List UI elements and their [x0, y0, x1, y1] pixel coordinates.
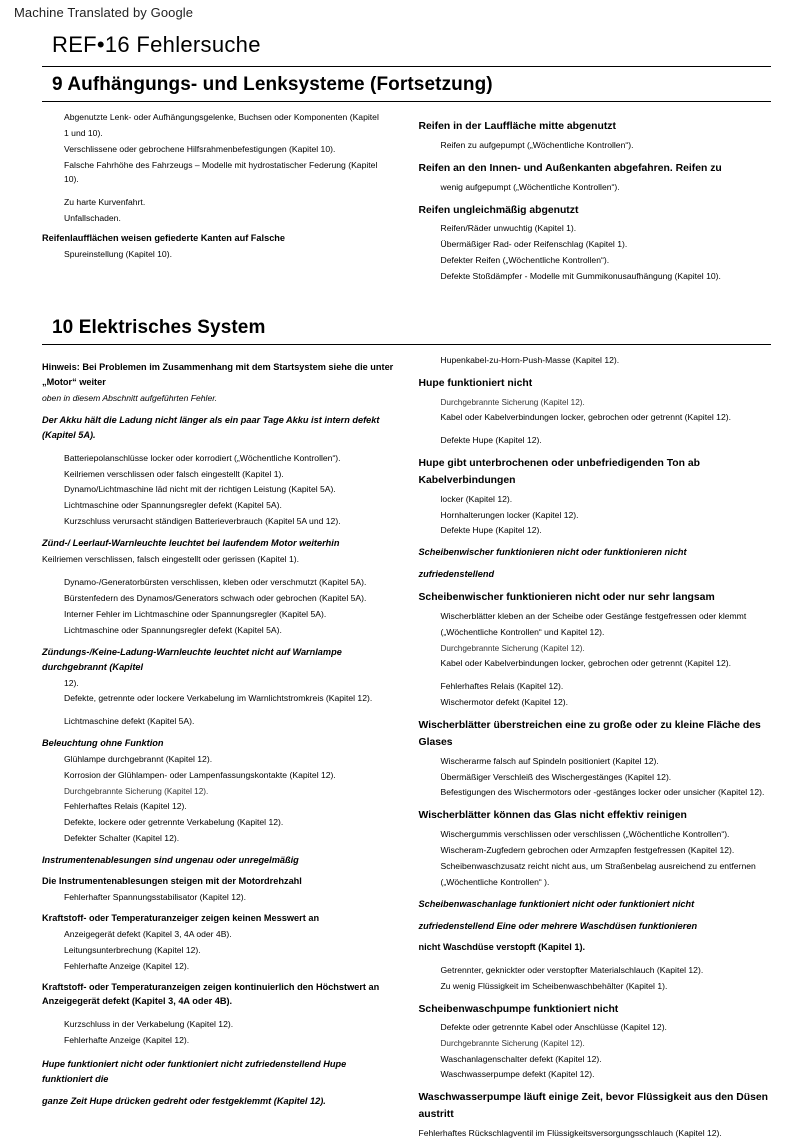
fault-entry: Kurzschluss verursacht ständigen Batterieverbrauch (Kapitel 5A und 12).: [64, 516, 341, 527]
fault-entry: Hupenkabel-zu-Horn-Push-Masse (Kapitel 12).: [440, 355, 620, 366]
fault-entry: Scheibenwaschanlage funktioniert nicht oder funktioniert nicht: [418, 898, 695, 909]
fault-entry: Reifen in der Lauffläche mitte abgenutzt: [418, 121, 616, 132]
fault-entry: Durchgebrannte Sicherung (Kapitel 12).: [440, 397, 585, 407]
fault-entry: Scheibenwaschzusatz reicht nicht aus, um Straßenbelag ausreichend zu entfernen: [440, 861, 756, 872]
fault-entry: Leitungsunterbrechung (Kapitel 12).: [64, 944, 201, 955]
fault-entry: Reifen/Räder unwuchtig (Kapitel 1).: [440, 223, 577, 234]
fault-entry: Zündungs-/Keine-Ladung-Warnleuchte leuchtet nicht auf Warnlampe durchgebrannt (Kapitel: [42, 646, 342, 672]
fault-entry: („Wöchentliche Kontrollen“ ).: [440, 877, 550, 888]
machine-translation-banner: Machine Translated by Google: [14, 5, 194, 20]
fault-entry: Kurzschluss in der Verkabelung (Kapitel 12).: [64, 1019, 234, 1030]
section-10-right-column: [419, 354, 772, 1143]
fault-entry: Beleuchtung ohne Funktion: [42, 738, 164, 749]
section-9-divider: [42, 101, 771, 102]
fault-entry: Hupe funktioniert nicht oder funktioniert nicht zufriedenstellend Hupe funktioniert die: [42, 1059, 347, 1085]
fault-entry: Übermäßiger Verschleiß des Wischergestänges (Kapitel 12).: [440, 771, 672, 782]
fault-entry: Dynamo-/Generatorbürsten verschlissen, kleben oder verschmutzt (Kapitel 5A).: [64, 577, 367, 588]
document-content: [0, 32, 793, 1143]
fault-entry: Durchgebrannte Sicherung (Kapitel 12).: [440, 643, 585, 653]
section-10-columns: [42, 354, 771, 1143]
fault-entry: Defekte Hupe (Kapitel 12).: [440, 435, 542, 446]
fault-entry: Wischermotor defekt (Kapitel 12).: [440, 697, 569, 708]
fault-entry: Reifen ungleichmäßig abgenutzt: [418, 204, 579, 216]
section-9-title: 9 Aufhängungs- und Lenksysteme (Fortsetzung): [52, 74, 493, 95]
fault-entry: Hornhalterungen locker (Kapitel 12).: [440, 509, 579, 520]
header-divider: [42, 66, 771, 67]
fault-entry: Bürstenfedern des Dynamos/Generators schwach oder gebrochen (Kapitel 5A).: [64, 592, 367, 603]
fault-entry: Durchgebrannte Sicherung (Kapitel 12).: [440, 1039, 585, 1049]
fault-entry: Waschanlagenschalter defekt (Kapitel 12).: [440, 1053, 602, 1064]
fault-entry: Übermäßiger Rad- oder Reifenschlag (Kapitel 1).: [440, 239, 628, 250]
fault-entry: Keilriemen verschlissen oder falsch eingestellt (Kapitel 1).: [64, 468, 284, 479]
fault-entry: Fehlerhafter Spannungsstabilisator (Kapitel 12).: [64, 891, 247, 902]
fault-entry: Dynamo/Lichtmaschine läd nicht mit der richtigen Leistung (Kapitel 5A).: [64, 484, 336, 495]
fault-entry: locker (Kapitel 12).: [440, 493, 513, 504]
fault-entry: Hinweis: Bei Problemen im Zusammenhang mit dem Startsystem siehe die unter „Motor“ weiter: [42, 362, 394, 387]
fault-entry: Lichtmaschine oder Spannungsregler defekt (Kapitel 5A).: [64, 500, 282, 511]
fault-entry: Interner Fehler im Lichtmaschine oder Spannungsregler (Kapitel 5A).: [64, 608, 327, 619]
fault-entry: Keilriemen verschlissen, falsch eingestellt oder gerissen (Kapitel 1).: [42, 554, 299, 565]
fault-entry: Kraftstoff- oder Temperaturanzeigen zeigen kontinuierlich den Höchstwert an Anzeigegerät defekt (Kapitel 3, 4A oder 4B).: [42, 981, 380, 1007]
fault-entry: Fehlerhafte Anzeige (Kapitel 12).: [64, 1035, 190, 1046]
fault-entry: zufriedenstellend Eine oder mehrere Waschdüsen funktionieren: [418, 920, 698, 931]
fault-entry: Wischergummis verschlissen oder verschlissen („Wöchentliche Kontrollen“).: [440, 829, 730, 840]
fault-entry: Fehlerhaftes Relais (Kapitel 12).: [64, 801, 187, 812]
fault-entry: Zu harte Kurvenfahrt.: [64, 196, 146, 207]
fault-entry: Die Instrumentenablesungen steigen mit der Motordrehzahl: [42, 876, 302, 887]
fault-entry: Lichtmaschine defekt (Kapitel 5A).: [64, 716, 195, 727]
fault-entry: Batteriepolanschlüsse locker oder korrodiert („Wöchentliche Kontrollen“).: [64, 452, 341, 463]
section-10-divider: [42, 344, 771, 345]
fault-entry: Kabel oder Kabelverbindungen locker, gebrochen oder getrennt (Kapitel 12).: [440, 658, 731, 669]
fault-entry: Waschwasserpumpe defekt (Kapitel 12).: [440, 1069, 595, 1080]
page-header-reference: REF•16 Fehlersuche: [52, 32, 261, 57]
fault-entry: Wischeram-Zugfedern gebrochen oder Armzapfen festgefressen (Kapitel 12).: [440, 845, 735, 856]
fault-entry: Wischerarme falsch auf Spindeln positioniert (Kapitel 12).: [440, 755, 659, 766]
fault-entry: Defekter Reifen („Wöchentliche Kontrollen“).: [440, 255, 610, 266]
fault-entry: oben in diesem Abschnitt aufgeführten Fehler.: [42, 392, 218, 403]
fault-entry: Instrumentenablesungen sind ungenau oder unregelmäßig: [42, 855, 299, 866]
fault-entry: Befestigungen des Wischermotors oder -gestänges locker oder unsicher (Kapitel 12).: [440, 787, 765, 798]
section-10-title: 10 Elektrisches System: [52, 317, 266, 339]
fault-entry: Defekte Stoßdämpfer - Modelle mit Gummikonusaufhängung (Kapitel 10).: [440, 271, 721, 282]
fault-entry: Zünd-/ Leerlauf-Warnleuchte leuchtet bei laufendem Motor weiterhin: [42, 538, 340, 549]
fault-entry: wenig aufgepumpt („Wöchentliche Kontrollen“).: [440, 181, 620, 192]
section-9-right-column: [419, 111, 772, 286]
fault-entry: Durchgebrannte Sicherung (Kapitel 12).: [64, 787, 209, 797]
fault-entry: Reifen zu aufgepumpt („Wöchentliche Kontrollen“).: [440, 139, 634, 150]
fault-entry: Scheibenwischer funktionieren nicht oder funktionieren nicht: [418, 547, 687, 558]
fault-entry: Wischerblätter können das Glas nicht effektiv reinigen: [418, 810, 687, 822]
section-10-left-column: [42, 354, 395, 1143]
fault-entry: Kraftstoff- oder Temperaturanzeiger zeigen keinen Messwert an: [42, 912, 320, 923]
fault-entry: Scheibenwaschpumpe funktioniert nicht: [418, 1003, 619, 1015]
fault-entry: Wischerblätter kleben an der Scheibe oder Gestänge festgefressen oder klemmt: [440, 611, 747, 622]
fault-entry: Der Akku hält die Ladung nicht länger als ein paar Tage Akku ist intern defekt (Kapitel 5A).: [42, 414, 380, 440]
fault-entry: Falsche Fahrhöhe des Fahrzeugs – Modelle mit hydrostatischer Federung (Kapitel 10).: [64, 159, 378, 184]
fault-entry: Reifenlaufflächen weisen gefiederte Kanten auf Falsche: [42, 233, 286, 244]
fault-entry: ganze Zeit Hupe drücken gedreht oder festgeklemmt (Kapitel 12).: [42, 1095, 326, 1106]
fault-entry: Scheibenwischer funktionieren nicht oder nur sehr langsam: [418, 592, 715, 604]
fault-entry: Fehlerhafte Anzeige (Kapitel 12).: [64, 960, 190, 971]
fault-entry: 1 und 10).: [64, 127, 103, 138]
fault-entry: Reifen an den Innen- und Außenkanten abgefahren. Reifen zu: [418, 162, 722, 174]
fault-entry: Fehlerhaftes Rückschlagventil im Flüssigkeitsversorgungsschlauch (Kapitel 12).: [418, 1128, 722, 1139]
fault-entry: Abgenutzte Lenk- oder Aufhängungsgelenke, Buchsen oder Komponenten (Kapitel: [64, 112, 379, 122]
fault-entry: Korrosion der Glühlampen- oder Lampenfassungskontakte (Kapitel 12).: [64, 770, 336, 781]
fault-entry: Getrennter, geknickter oder verstopfter Materialschlauch (Kapitel 12).: [440, 964, 704, 975]
fault-entry: Wischerblätter überstreichen eine zu große oder zu kleine Fläche des Glases: [418, 719, 761, 748]
fault-entry: Hupe funktioniert nicht: [418, 377, 533, 389]
fault-entry: Unfallschaden.: [64, 212, 121, 223]
fault-entry: zufriedenstellend: [418, 569, 495, 580]
fault-entry: Waschwasserpumpe läuft einige Zeit, bevor Flüssigkeit aus den Düsen austritt: [418, 1092, 769, 1121]
fault-entry: Defekte, lockere oder getrennte Verkabelung (Kapitel 12).: [64, 817, 284, 828]
fault-entry: Glühlampe durchgebrannt (Kapitel 12).: [64, 754, 213, 765]
section-9-columns: [42, 111, 771, 286]
fault-entry: Defekter Schalter (Kapitel 12).: [64, 833, 180, 844]
fault-entry: Kabel oder Kabelverbindungen locker, gebrochen oder getrennt (Kapitel 12).: [440, 412, 731, 423]
section-9-left-column: [42, 111, 395, 286]
fault-entry: 12).: [64, 677, 79, 688]
fault-entry: Hupe gibt unterbrochenen oder unbefriedigenden Ton ab Kabelverbindungen: [418, 457, 701, 486]
fault-entry: Verschlissene oder gebrochene Hilfsrahmenbefestigungen (Kapitel 10).: [64, 143, 336, 154]
fault-entry: nicht Waschdüse verstopft (Kapitel 1).: [418, 941, 586, 952]
fault-entry: Lichtmaschine oder Spannungsregler defekt (Kapitel 5A).: [64, 624, 282, 635]
fault-entry: Defekte oder getrennte Kabel oder Anschlüsse (Kapitel 12).: [440, 1022, 667, 1033]
fault-entry: Zu wenig Flüssigkeit im Scheibenwaschbehälter (Kapitel 1).: [440, 980, 668, 991]
fault-entry: Anzeigegerät defekt (Kapitel 3, 4A oder 4B).: [64, 928, 232, 939]
fault-entry: („Wöchentliche Kontrollen“ und Kapitel 12).: [440, 626, 605, 637]
fault-entry: Defekte, getrennte oder lockere Verkabelung im Warnlichtstromkreis (Kapitel 12).: [64, 693, 373, 704]
section-spacer: [42, 296, 771, 310]
fault-entry: Fehlerhaftes Relais (Kapitel 12).: [440, 681, 564, 692]
fault-entry: Defekte Hupe (Kapitel 12).: [440, 525, 542, 536]
fault-entry: Spureinstellung (Kapitel 10).: [64, 249, 172, 260]
